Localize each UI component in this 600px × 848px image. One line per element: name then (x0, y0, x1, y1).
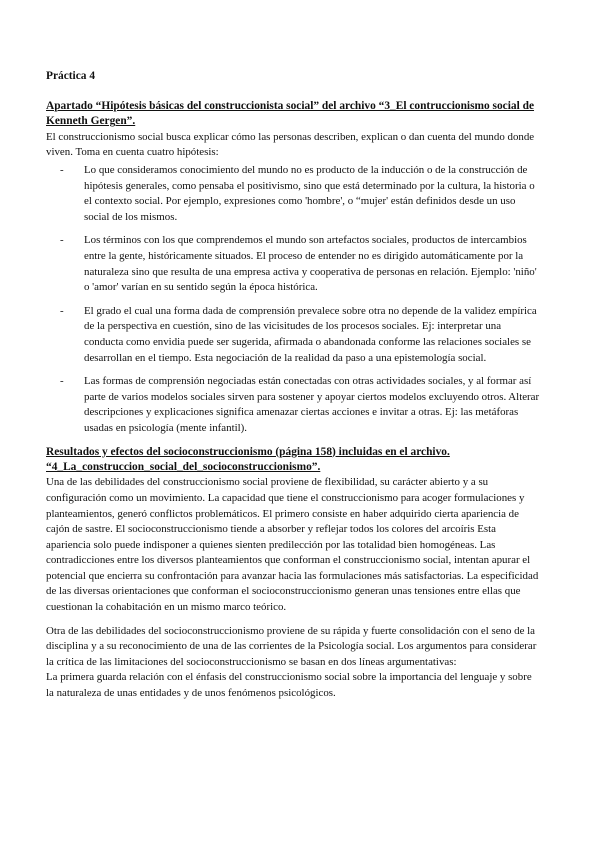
section1-intro: El construccionismo social busca explicar cómo las personas describen, explican o dan cuenta del mundo donde viven. Toma en cuenta cuatro hipótesis: (46, 130, 535, 159)
list-item: - Lo que consideramos conocimiento del mundo no es producto de la inducción o de la construcción de hipótesis generales, como pensaba el positivismo, sino que está determinado por la cultura, la historia o el contexto social. Por ejemplo, expresiones como 'hombre', o “mujer' están definidos desde un uso social de los mismos. (84, 163, 542, 225)
section2-paragraph-1: Una de las debilidades del construccionismo social proviene de flexibilidad, su carácter abierto y a su configuración como un movimiento. La capacidad que tiene el construccionismo para acoger formulaciones y planteamientos, generó conflictos problemáticos. El primero consiste en haber adquirido cierta apariencia de cajón de sastre. El socioconstruccionismo tiende a absorber y reflejar todos los colores del arcoíris Esta apariencia solo puede indisponer a quienes sienten predilección por las totalidad bien homogéneas. Las contradicciones entre los diversos planteamientos que conforman el construccionismo social, intentan apurar el potencial que encierra su confrontación para avanzar hacia las formulaciones más satisfactorias. La especificidad de las diversas orientaciones que conforman el socioconstruccionismo generan unas tensiones entre ellas que cuestionan la cohabitación en un mismo marco teórico. (46, 476, 539, 614)
section2-paragraph-3: La primera guarda relación con el énfasis del construccionismo social sobre la importancia del lenguaje y sobre la naturaleza de unas entidades y de unos fenómenos psicológicos. (46, 671, 532, 700)
section1-heading: Apartado “Hipótesis básicas del construccionista social” del archivo “3_El contruccionismo social de Kenneth Gergen”. (46, 100, 535, 128)
list-item: - El grado el cual una forma dada de comprensión prevalece sobre otra no depende de la validez empírica de la perspectiva en cuestión, sino de las vicisitudes de los procesos sociales. Ej: interpretar una conducta como envidia puede ser sugerida, afirmada o abandonada conforme las relaciones sociales se desarrollan en el tiempo. Esta negociación de la realidad da paso a una epistemología social. (84, 304, 542, 366)
section-hypotheses (46, 99, 542, 437)
practice-title: Práctica 4 (46, 70, 96, 82)
section-results (46, 445, 542, 702)
section2-paragraph-2: Otra de las debilidades del socioconstruccionismo proviene de su rápida y fuerte consolidación con el seno de la disciplina y a su reconocimiento de una de las corrientes de la Psicología social. Los argumentos para considerar la crítica de las limitaciones del socioconstruccionismo se basan en dos líneas argumentativas: (46, 624, 537, 668)
list-item: - Los términos con los que comprendemos el mundo son artefactos sociales, productos de intercambios entre la gente, históricamente situados. El proceso de entender no es dirigido automáticamente por la naturaleza sino que resulta de una empresa activa y cooperativa de personas en relación. Ejemplo: 'niño' o 'amor' varían en su sentido según la época histórica. (84, 233, 542, 295)
section2-heading: Resultados y efectos del socioconstruccionismo (página 158) incluidas en el archivo. “4_La_construccion_social_del_socioconstruccionismo”. (46, 445, 450, 473)
list-item: - Las formas de comprensión negociadas están conectadas con otras actividades sociales, y al formar así parte de varios modelos sociales sirven para sostener y apoyar ciertos modelos excluyendo otros. Alterar descripciones y explicaciones significa amenazar ciertas acciones e invitar a otras. Ej: las metáforas usadas en psicología (mente infantil). (84, 374, 542, 436)
hypotheses-list (46, 163, 542, 437)
